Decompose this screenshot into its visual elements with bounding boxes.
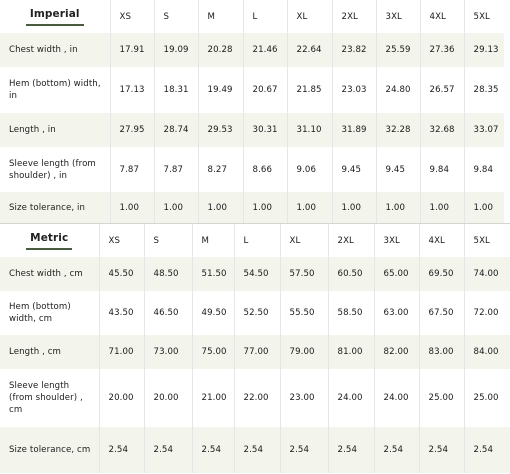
table-row	[0, 33, 504, 67]
table-cell: 79.00	[280, 335, 328, 369]
table-row	[0, 291, 510, 335]
table-cell: 22.00	[234, 369, 280, 427]
table-cell: 1.00	[376, 192, 420, 223]
row-label: Size tolerance, cm	[9, 445, 91, 455]
table-cell: 72.00	[464, 291, 510, 335]
table-cell: 30.31	[243, 113, 287, 147]
table-cell: 2.54	[328, 427, 374, 473]
table-cell: 21.00	[192, 369, 234, 427]
table-cell: 21.85	[287, 67, 332, 113]
table-cell: 58.50	[328, 291, 374, 335]
table-cell: 32.68	[420, 113, 464, 147]
table-row	[0, 427, 510, 473]
size-header: 4XL	[420, 0, 464, 33]
table-cell: 19.49	[198, 67, 243, 113]
table-cell: 2.54	[419, 427, 464, 473]
size-header: 4XL	[419, 224, 464, 257]
size-header: L	[243, 0, 287, 33]
size-header: XS	[99, 224, 144, 257]
table-cell: 1.00	[287, 192, 332, 223]
table-cell: 17.91	[110, 33, 154, 67]
table-cell: 27.36	[420, 33, 464, 67]
table-row	[0, 257, 510, 291]
row-label: Hem (bottom) width, cm	[9, 302, 71, 324]
table-cell: 9.84	[420, 147, 464, 192]
table-cell: 75.00	[192, 335, 234, 369]
size-header: S	[144, 224, 192, 257]
table-cell: 2.54	[99, 427, 144, 473]
table-cell: 43.50	[99, 291, 144, 335]
table-cell: 73.00	[144, 335, 192, 369]
table-cell: 9.45	[332, 147, 376, 192]
metric-size-table	[0, 224, 510, 473]
row-label: Length , in	[9, 125, 56, 135]
table-row	[0, 335, 510, 369]
table-cell: 27.95	[110, 113, 154, 147]
row-label: Hem (bottom) width, in	[9, 79, 101, 101]
table-cell: 63.00	[374, 291, 419, 335]
table-cell: 29.53	[198, 113, 243, 147]
row-label: Sleeve length (from shoulder) , in	[9, 158, 96, 181]
table-cell: 28.35	[464, 67, 504, 113]
table-cell: 69.50	[419, 257, 464, 291]
table-cell: 1.00	[332, 192, 376, 223]
size-header: XS	[110, 0, 154, 33]
table-cell: 24.00	[374, 369, 419, 427]
table-cell: 2.54	[234, 427, 280, 473]
table-cell: 1.00	[464, 192, 504, 223]
table-cell: 21.46	[243, 33, 287, 67]
table-cell: 19.09	[154, 33, 198, 67]
size-header: M	[192, 224, 234, 257]
row-label: Chest width , cm	[9, 269, 83, 279]
table-cell: 52.50	[234, 291, 280, 335]
table-cell: 1.00	[154, 192, 198, 223]
table-cell: 46.50	[144, 291, 192, 335]
table-cell: 77.00	[234, 335, 280, 369]
table-cell: 55.50	[280, 291, 328, 335]
table-cell: 74.00	[464, 257, 510, 291]
size-header: 3XL	[374, 224, 419, 257]
table-cell: 25.59	[376, 33, 420, 67]
table-cell: 23.03	[332, 67, 376, 113]
table-cell: 1.00	[110, 192, 154, 223]
table-cell: 9.45	[376, 147, 420, 192]
size-header: XL	[287, 0, 332, 33]
table-cell: 65.00	[374, 257, 419, 291]
table-cell: 9.06	[287, 147, 332, 192]
table-cell: 2.54	[144, 427, 192, 473]
size-header: 5XL	[464, 0, 504, 33]
table-cell: 9.84	[464, 147, 504, 192]
imperial-header-row	[0, 0, 504, 33]
size-header: S	[154, 0, 198, 33]
table-cell: 1.00	[243, 192, 287, 223]
table-row	[0, 369, 510, 427]
size-header: M	[198, 0, 243, 33]
table-cell: 17.13	[110, 67, 154, 113]
table-cell: 22.64	[287, 33, 332, 67]
table-cell: 48.50	[144, 257, 192, 291]
table-cell: 20.67	[243, 67, 287, 113]
metric-title-cell	[0, 224, 99, 257]
row-label: Sleeve length (from shoulder) , cm	[9, 381, 83, 415]
table-cell: 29.13	[464, 33, 504, 67]
table-cell: 82.00	[374, 335, 419, 369]
table-cell: 28.74	[154, 113, 198, 147]
table-cell: 1.00	[198, 192, 243, 223]
table-cell: 7.87	[110, 147, 154, 192]
size-header: L	[234, 224, 280, 257]
table-cell: 45.50	[99, 257, 144, 291]
imperial-title-cell	[0, 0, 110, 33]
table-cell: 8.27	[198, 147, 243, 192]
size-header: 2XL	[328, 224, 374, 257]
table-cell: 7.87	[154, 147, 198, 192]
table-cell: 18.31	[154, 67, 198, 113]
size-header: XL	[280, 224, 328, 257]
table-cell: 83.00	[419, 335, 464, 369]
table-cell: 24.00	[328, 369, 374, 427]
table-cell: 23.00	[280, 369, 328, 427]
imperial-title: Imperial	[26, 8, 84, 26]
table-cell: 25.00	[419, 369, 464, 427]
size-header: 3XL	[376, 0, 420, 33]
metric-header-row	[0, 224, 510, 257]
table-cell: 20.00	[144, 369, 192, 427]
table-cell: 20.00	[99, 369, 144, 427]
size-header: 5XL	[464, 224, 510, 257]
row-label: Length , cm	[9, 347, 62, 357]
table-cell: 26.57	[420, 67, 464, 113]
table-cell: 2.54	[374, 427, 419, 473]
table-cell: 54.50	[234, 257, 280, 291]
table-cell: 2.54	[464, 427, 510, 473]
table-cell: 25.00	[464, 369, 510, 427]
table-cell: 67.50	[419, 291, 464, 335]
metric-title: Metric	[26, 232, 72, 250]
table-cell: 71.00	[99, 335, 144, 369]
table-cell: 32.28	[376, 113, 420, 147]
table-cell: 57.50	[280, 257, 328, 291]
table-cell: 33.07	[464, 113, 504, 147]
table-cell: 51.50	[192, 257, 234, 291]
table-cell: 2.54	[280, 427, 328, 473]
table-cell: 84.00	[464, 335, 510, 369]
size-header: 2XL	[332, 0, 376, 33]
table-row	[0, 67, 504, 113]
table-cell: 31.89	[332, 113, 376, 147]
table-cell: 1.00	[420, 192, 464, 223]
table-cell: 2.54	[192, 427, 234, 473]
table-cell: 60.50	[328, 257, 374, 291]
row-label: Size tolerance, in	[9, 202, 86, 213]
table-cell: 81.00	[328, 335, 374, 369]
table-row	[0, 147, 504, 192]
table-row	[0, 113, 504, 147]
table-cell: 20.28	[198, 33, 243, 67]
table-row	[0, 192, 504, 223]
table-cell: 23.82	[332, 33, 376, 67]
table-cell: 24.80	[376, 67, 420, 113]
imperial-size-table	[0, 0, 504, 223]
table-cell: 8.66	[243, 147, 287, 192]
table-cell: 49.50	[192, 291, 234, 335]
row-label: Chest width , in	[9, 45, 78, 55]
table-cell: 31.10	[287, 113, 332, 147]
